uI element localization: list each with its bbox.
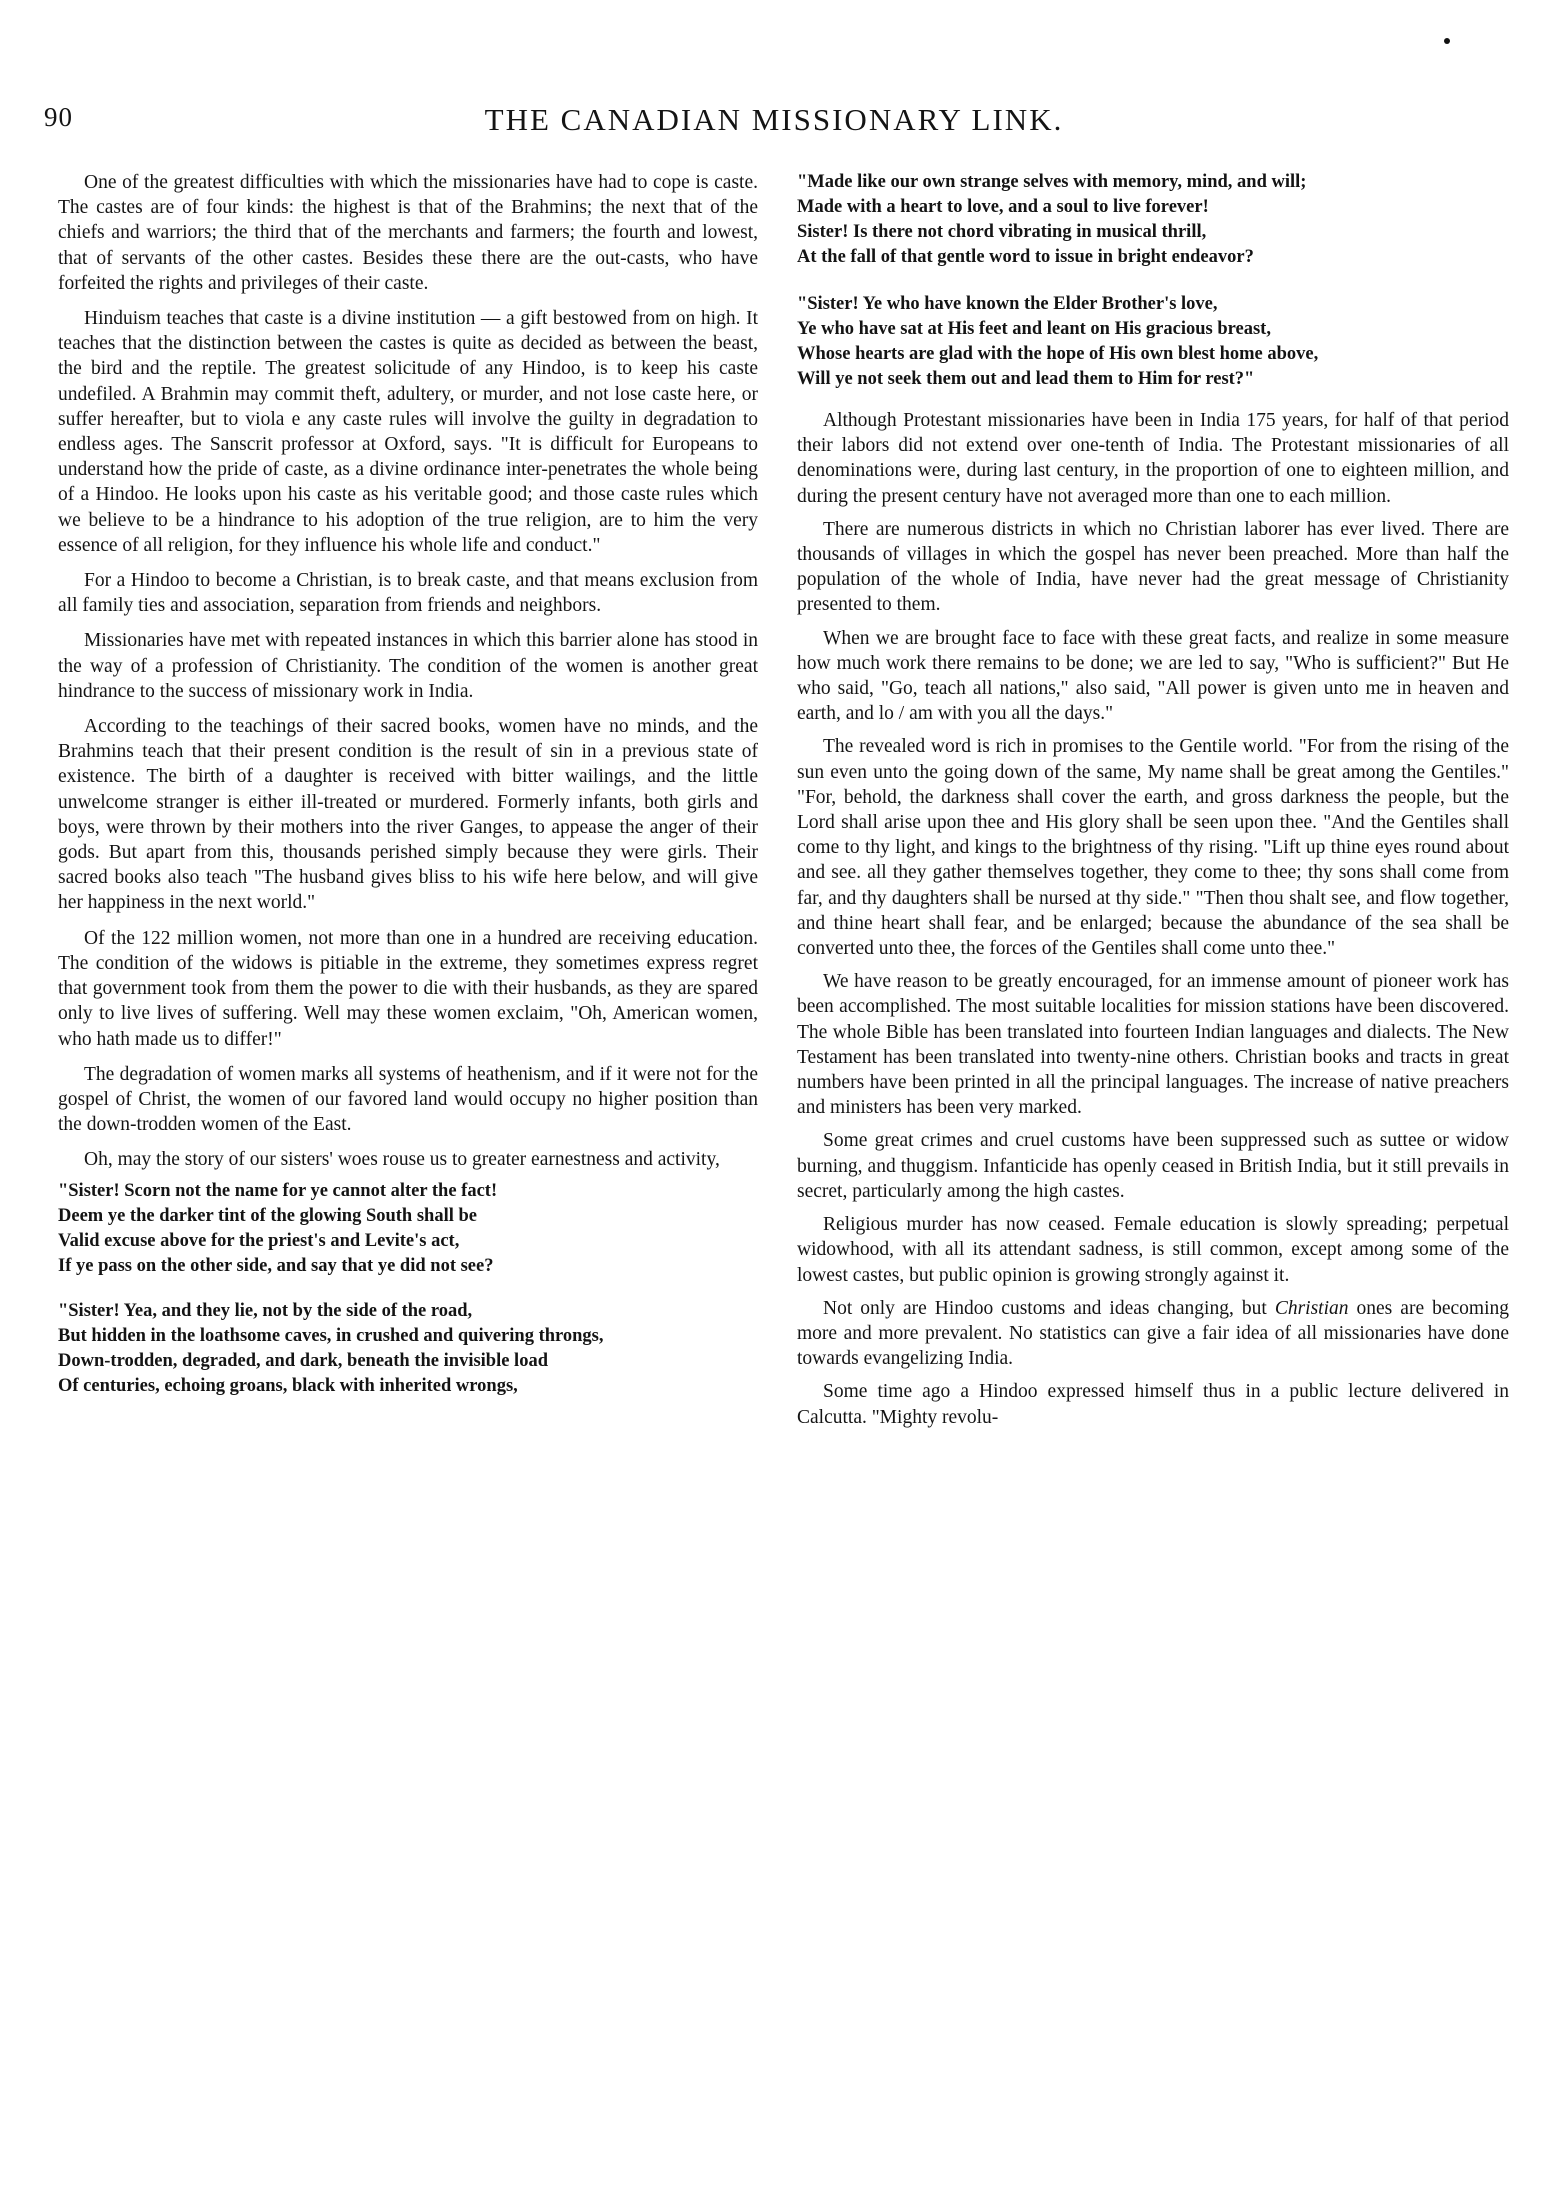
poem-line: "Sister! Yea, and they lie, not by the side of the road,	[58, 1300, 473, 1321]
paragraph: Missionaries have met with repeated instances in which this barrier alone has stood in the way of a profession of Christianity. The condition of the women is another great hindrance to the success of missionary work in India.	[58, 630, 758, 702]
poem-line: But hidden in the loathsome caves, in crushed and quivering throngs,	[58, 1325, 604, 1346]
poem-line: Valid excuse above for the priest's and Levite's act,	[58, 1230, 460, 1251]
poem-stanza	[797, 170, 1509, 270]
poem-line: At the fall of that gentle word to issue in bright endeavor?	[797, 247, 1254, 267]
paragraph: There are numerous districts in which no Christian laborer has ever lived. There are thousands of villages in which the gospel has never been preached. More than half the population of the whole of India, have never had the great message of Christianity presented to them.	[797, 518, 1509, 616]
poem-line: "Made like our own strange selves with memory, mind, and will;	[797, 172, 1307, 192]
poem-stanza	[58, 1179, 758, 1279]
paragraph: When we are brought face to face with these great facts, and realize in some measure how much work there remains to be done; we are led to say, "Who is sufficient?" But He who said, "Go, teach all nations," also said, "All power is given unto me in heaven and earth, and lo / am with you all the days."	[797, 627, 1509, 725]
poem-line: Ye who have sat at His feet and leant on His gracious breast,	[797, 319, 1271, 339]
paragraph: Oh, may the story of our sisters' woes rouse us to greater earnestness and activity,	[84, 1149, 720, 1171]
running-title: THE CANADIAN MISSIONARY LINK.	[484, 102, 1064, 137]
paragraph: We have reason to be greatly encouraged, for an immense amount of pioneer work has been accomplished. The most suitable localities for mission stations have been discovered. The whole Bible has been translated into fourteen Indian languages and dialects. The New Testament has been translated into twenty-nine others. Christian books and tracts in great numbers have been printed in all the principal languages. The increase of native preachers and ministers has been very marked.	[797, 971, 1509, 1119]
paragraph: According to the teachings of their sacred books, women have no minds, and the Brahmins teach that their present condition is the result of sin in a previous state of existence. The birth of a daughter is received with bitter wailings, and the little unwelcome stranger is either ill-treated or murdered. Formerly infants, both girls and boys, were thrown by their mothers into the river Ganges, to appease the anger of their gods. But apart from this, thousands perished simply because they were girls. Their sacred books also teach "The husband gives bliss to his wife here below, and will give her happiness in the next world."	[58, 716, 758, 914]
poem-stanza	[58, 1299, 758, 1399]
italic-word: Christian	[1274, 1297, 1349, 1319]
poem-line: If ye pass on the other side, and say that ye did not see?	[58, 1255, 494, 1276]
poem-line: Of centuries, echoing groans, black with inherited wrongs,	[58, 1375, 518, 1396]
paragraph: Some great crimes and cruel customs have been suppressed such as suttee or widow burning, and thuggism. Infanticide has openly ceased in British India, but it still prevails in secret, particularly among the high castes.	[797, 1130, 1509, 1202]
paragraph: Religious murder has now ceased. Female education is slowly spreading; perpetual widowhood, with all its attendant sadness, is still common, except among some of the lowest castes, but public opinion is growing strongly against it.	[797, 1214, 1509, 1286]
poem-stanza	[797, 292, 1509, 392]
paragraph: For a Hindoo to become a Christian, is to break caste, and that means exclusion from all family ties and association, separation from friends and neighbors.	[58, 570, 758, 617]
paragraph: Of the 122 million women, not more than one in a hundred are receiving education. The condition of the widows is pitiable in the extreme, they sometimes express regret that government took from them the power to die with their husbands, as they are spared only to live lives of suffering. Well may these women exclaim, "Oh, American women, who hath made us to differ!"	[58, 927, 758, 1050]
paragraph: The revealed word is rich in promises to the Gentile world. "For from the rising of the sun even unto the going down of the same, My name shall be great among the Gentiles." "For, behold, the darkness shall cover the earth, and gross darkness the people, but the Lord shall arise upon thee and His glory shall be seen upon thee. "And the Gentiles shall come to thy light, and kings to the brightness of thy rising. "Lift up thine eyes round about and see. all they gather themselves together, they come to thee; thy sons shall come from far, and thy daughters shall be nursed at thy side." "Then thou shalt see, and flow together, and thine heart shall fear, and be enlarged; because the abundance of the sea shall be converted unto thee, the forces of the Gentiles shall come unto thee."	[797, 736, 1509, 960]
poem-line: "Sister! Scorn not the name for ye cannot alter the fact!	[58, 1180, 498, 1201]
paragraph: One of the greatest difficulties with which the missionaries have had to cope is caste. The castes are of four kinds: the highest is that of the Brahmins; the next that of the chiefs and warriors; the third that of the merchants and farmers; the fourth and lowest, that of servants of the other castes. Besides these there are the out-casts, who have forfeited the rights and privileges of their caste.	[58, 172, 758, 294]
page-number: 90	[44, 102, 73, 132]
paragraph: Although Protestant missionaries have been in India 175 years, for half of that period their labors did not extend over one-tenth of India. The Protestant missionaries of all denominations were, during last century, in the proportion of one to eighteen million, and during the present century have not averaged more than one to each million.	[797, 410, 1509, 507]
poem-line: Will ye not seek them out and lead them to Him for rest?"	[797, 369, 1255, 389]
text-run: ones are becoming more and more prevalent. No statistics can give a fair idea of all missionaries have done towards evangelizing India.	[797, 1297, 1510, 1370]
paragraph: Some time ago a Hindoo expressed himself thus in a public lecture delivered in Calcutta. "Mighty revolu-	[797, 1381, 1509, 1428]
running-header	[44, 102, 1504, 146]
print-speck	[1444, 38, 1450, 44]
paragraph: The degradation of women marks all systems of heathenism, and if it were not for the gospel of Christ, the women of our favored land would occupy no higher position than the down-trodden women of the East.	[58, 1063, 758, 1136]
poem-line: Whose hearts are glad with the hope of His own blest home above,	[797, 344, 1319, 364]
right-column	[797, 170, 1509, 1438]
poem-line: Deem ye the darker tint of the glowing South shall be	[58, 1205, 477, 1226]
paragraph	[797, 1296, 1509, 1372]
left-column	[58, 170, 758, 1419]
paragraph: Hinduism teaches that caste is a divine institution — a gift bestowed from on high. It teaches that the distinction between the castes is quite as decided as between the beast, the bird and the reptile. The greatest solicitude of any Hindoo, is to keep his caste undefiled. A Brahmin may commit theft, adultery, or murder, and not lose caste here, or suffer hereafter, but to viola e any caste rules will involve the guilty in degradation to endless ages. The Sanscrit professor at Oxford, says. "It is difficult for Europeans to understand how the pride of caste, as a divine ordinance inter-penetrates the whole being of a Hindoo. He looks upon his caste as his veritable good; and those caste rules which we believe to be a hindrance to his adoption of the true religion, are to him the very essence of all religion, for they influence his whole life and conduct."	[58, 308, 758, 556]
poem-line: Sister! Is there not chord vibrating in musical thrill,	[797, 222, 1207, 242]
poem-line: Made with a heart to love, and a soul to live forever!	[797, 197, 1209, 217]
poem-line: Down-trodden, degraded, and dark, beneath the invisible load	[58, 1350, 548, 1371]
poem-line: "Sister! Ye who have known the Elder Brother's love,	[797, 294, 1218, 314]
text-run: Not only are Hindoo customs and ideas changing, but	[823, 1297, 1267, 1319]
